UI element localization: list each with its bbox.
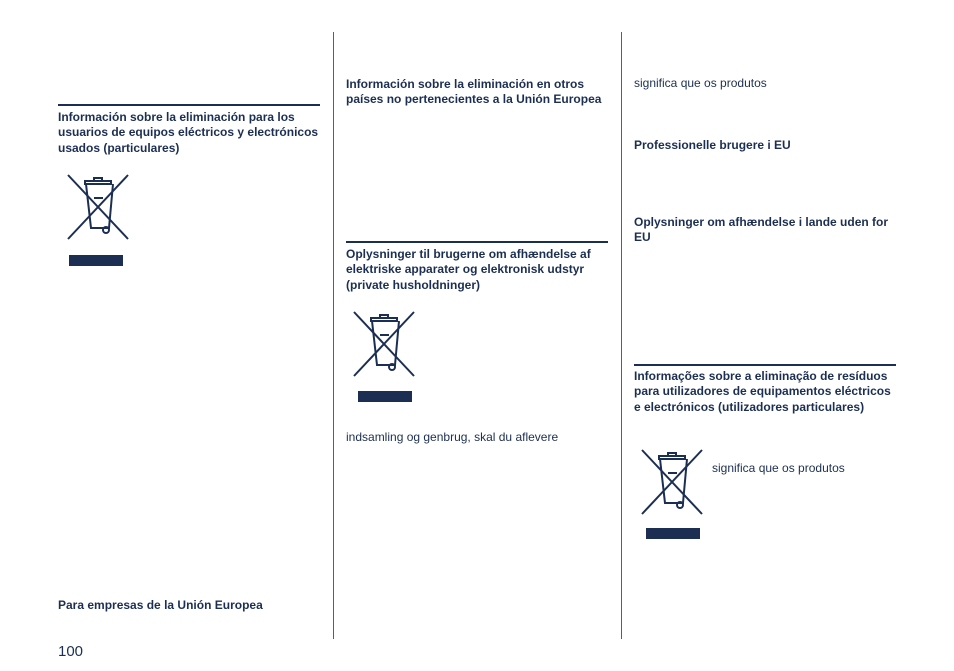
section-rule-col3 xyxy=(634,364,896,366)
weee-bar xyxy=(646,528,700,539)
page-number: 100 xyxy=(58,643,84,660)
column-divider-2 xyxy=(621,32,622,639)
weee-bin-icon xyxy=(66,172,130,242)
heading-disposal-spanish: Información sobre la eliminación para los usuarios de equipos eléctricos y electrónicos usados (particulares) xyxy=(58,110,319,155)
column-divider-1 xyxy=(333,32,334,639)
heading-professional-eu: Professionelle brugere i EU xyxy=(634,138,791,152)
section-rule-col2 xyxy=(346,241,608,243)
section-rule-col1 xyxy=(58,104,320,106)
text-fragment-collection: significa que os produtos xyxy=(634,76,767,90)
weee-bar xyxy=(358,391,412,402)
text-fragment-portuguese: significa que os produtos xyxy=(712,461,845,475)
heading-non-eu-danish: Oplysninger om afhændelse i lande uden for EU xyxy=(634,215,889,245)
weee-bin-icon xyxy=(352,309,416,379)
heading-non-eu-spanish: Información sobre la eliminación en otros países no pertenecientes a la Unión Europea xyxy=(346,77,602,107)
heading-disposal-portuguese: Informações sobre a eliminação de resíduos para utilizadores de equipamentos eléctricos e electrónicos (utilizadores particulares) xyxy=(634,369,891,414)
heading-business-eu: Para empresas de la Unión Europea xyxy=(58,598,263,612)
weee-bar xyxy=(69,255,123,266)
text-fragment-danish: indsamling og genbrug, skal du aflevere xyxy=(346,430,559,444)
heading-disposal-danish: Oplysninger til brugerne om afhændelse af elektriske apparater og elektronisk udstyr (private husholdninger) xyxy=(346,247,591,292)
weee-bin-icon xyxy=(640,447,704,517)
